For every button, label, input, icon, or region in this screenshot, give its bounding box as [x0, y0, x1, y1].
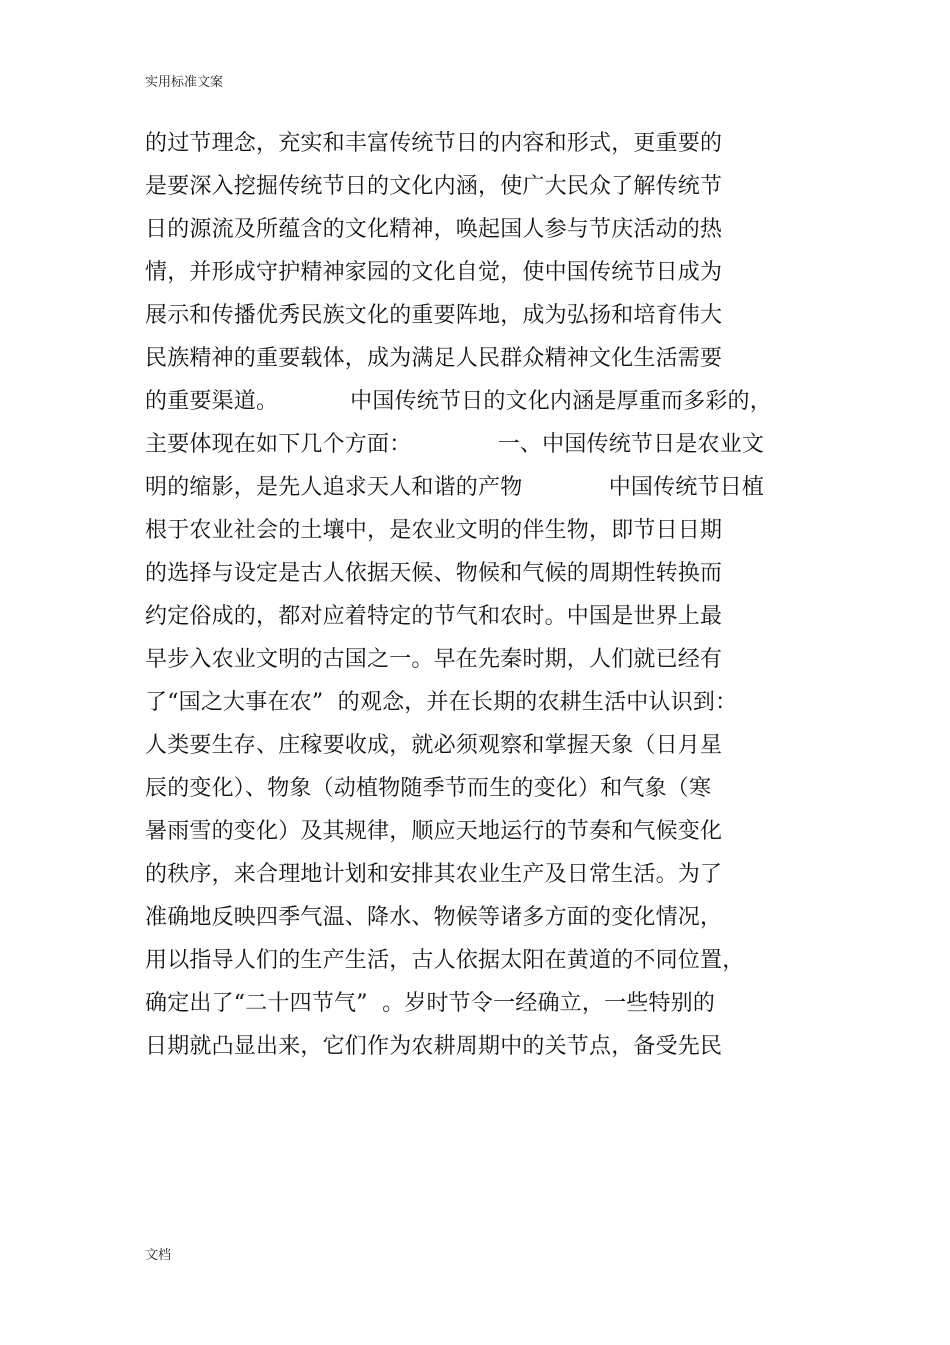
body-line-19: 准确地反映四季气温、降水、物候等诸多方面的变化情况， [145, 905, 723, 930]
body-line-5: 展示和传播优秀民族文化的重要阵地，成为弘扬和培育伟大 [145, 303, 723, 328]
body-line-2: 是要深入挖掘传统节日的文化内涵，使广大民众了解传统节 [145, 174, 723, 199]
body-line-1: 的过节理念，充实和丰富传统节日的内容和形式，更重要的 [145, 131, 723, 156]
body-line-16: 辰的变化）、物象（动植物随季节而生的变化）和气象（寒 [145, 776, 712, 801]
body-line-14: 了“国之大事在农” 的观念，并在长期的农耕生活中认识到： [145, 690, 738, 715]
body-line-12: 约定俗成的，都对应着特定的节气和农时。中国是世界上最 [145, 604, 723, 629]
body-line-8: 主要体现在如下几个方面： 一、中国传统节日是农业文 [145, 432, 765, 457]
body-line-3: 日的源流及所蕴含的文化精神，唤起国人参与节庆活动的热 [145, 217, 723, 242]
body-line-21: 确定出了“二十四节气” 。岁时节令一经确立，一些特别的 [145, 991, 716, 1016]
body-line-13: 早步入农业文明的古国之一。早在先秦时期，人们就已经有 [145, 647, 723, 672]
body-line-20: 用以指导人们的生产生活，古人依据太阳在黄道的不同位置， [145, 948, 745, 973]
page-header: 实用标准文案 [145, 75, 224, 90]
body-line-7: 的重要渠道。 中国传统节日的文化内涵是厚重而多彩的， [145, 389, 772, 414]
document-body [145, 122, 845, 1068]
body-line-15: 人类要生存、庄稼要收成，就必须观察和掌握天象（日月星 [145, 733, 723, 758]
body-line-10: 根于农业社会的土壤中，是农业文明的伴生物，即节日日期 [145, 518, 723, 543]
body-line-18: 的秩序，来合理地计划和安排其农业生产及日常生活。为了 [145, 862, 723, 887]
body-line-22: 日期就凸显出来，它们作为农耕周期中的关节点，备受先民 [145, 1034, 723, 1059]
body-line-11: 的选择与设定是古人依据天候、物候和气候的周期性转换而 [145, 561, 723, 586]
body-line-9: 明的缩影，是先人追求天人和谐的产物 中国传统节日植 [145, 475, 765, 500]
page-footer: 文档 [145, 1248, 172, 1263]
body-line-17: 暑雨雪的变化）及其规律，顺应天地运行的节奏和气候变化 [145, 819, 723, 844]
body-line-6: 民族精神的重要载体，成为满足人民群众精神文化生活需要 [145, 346, 723, 371]
body-line-4: 情，并形成守护精神家园的文化自觉，使中国传统节日成为 [145, 260, 723, 285]
